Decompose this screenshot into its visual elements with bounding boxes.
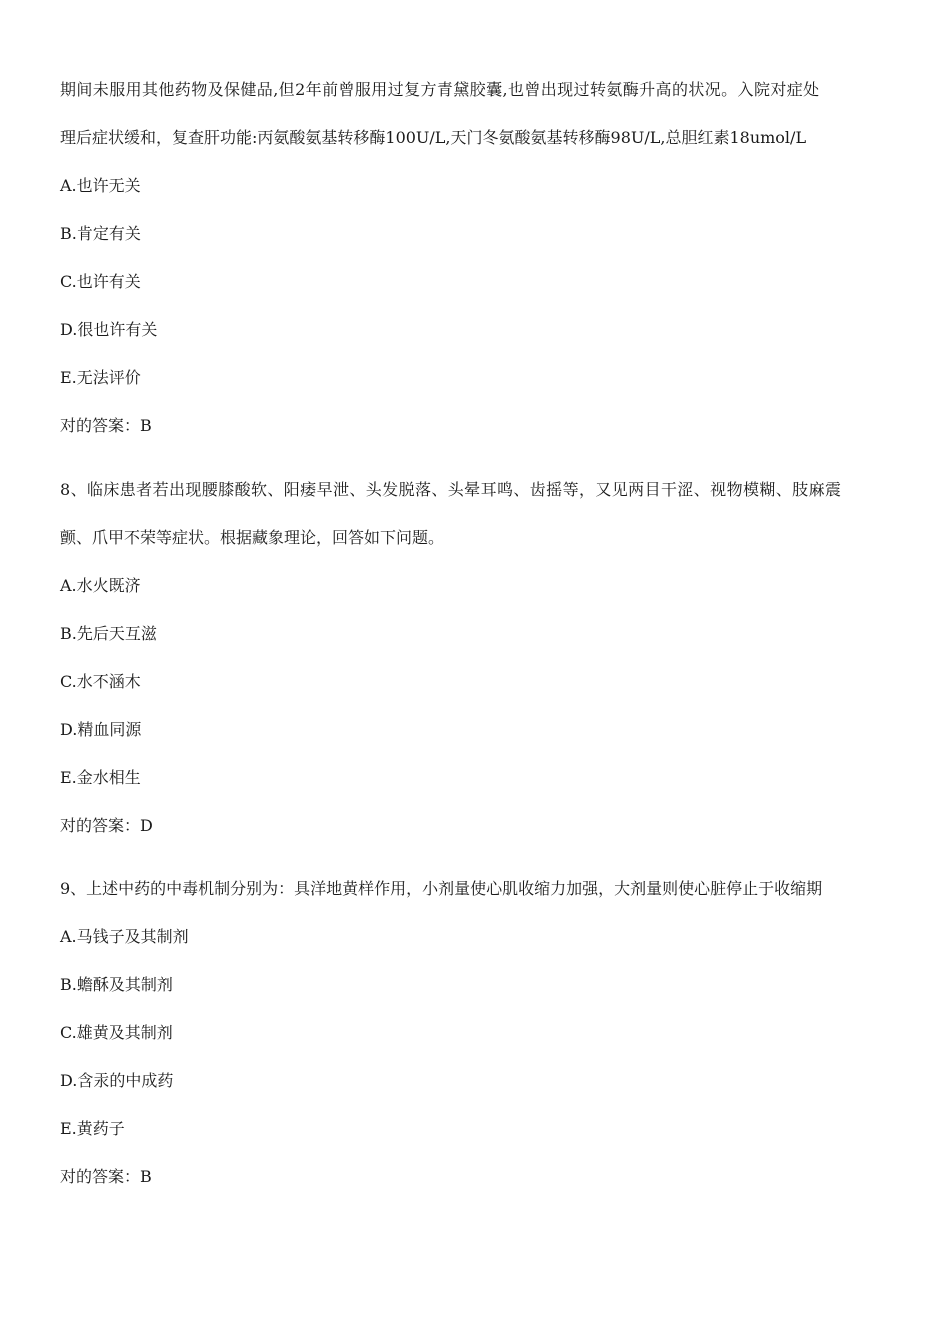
question-7-option-b: B.肯定有关 xyxy=(60,224,141,243)
question-8-option-c: C.水不涵木 xyxy=(60,672,141,691)
question-9-answer: 对的答案：B xyxy=(60,1167,152,1186)
question-8-option-b: B.先后天互滋 xyxy=(60,624,157,643)
question-8-option-d: D.精血同源 xyxy=(60,720,142,739)
question-9-option-a: A.马钱子及其制剂 xyxy=(60,927,189,946)
question-7-option-a: A.也许无关 xyxy=(60,176,141,195)
question-7-text-line-1: 期间未服用其他药物及保健品,但2年前曾服用过复方青黛胶囊,也曾出现过转氨酶升高的状况。入院对症处 xyxy=(60,80,820,99)
question-7-answer: 对的答案：B xyxy=(60,416,152,435)
question-8-answer: 对的答案：D xyxy=(60,816,153,835)
question-7-option-c: C.也许有关 xyxy=(60,272,141,291)
question-8-option-e: E.金水相生 xyxy=(60,768,141,787)
question-8-option-a: A.水火既济 xyxy=(60,576,141,595)
question-8-text-line-1: 8、临床患者若出现腰膝酸软、阳痿早泄、头发脱落、头晕耳鸣、齿摇等，又见两目干涩、视物模糊、肢麻震 xyxy=(60,480,842,499)
question-9-text-line-1: 9、上述中药的中毒机制分别为：具洋地黄样作用，小剂量使心肌收缩力加强，大剂量则使心脏停止于收缩期 xyxy=(60,879,823,898)
question-7-option-e: E.无法评价 xyxy=(60,368,141,387)
question-7-text-line-2: 理后症状缓和，复查肝功能:丙氨酸氨基转移酶100U/L,天门冬氨酸氨基转移酶98U/L,总胆红素18umol/L xyxy=(60,128,807,147)
question-9-option-c: C.雄黄及其制剂 xyxy=(60,1023,173,1042)
question-9-option-b: B.蟾酥及其制剂 xyxy=(60,975,173,994)
question-7-option-d: D.很也许有关 xyxy=(60,320,158,339)
question-9-option-e: E.黄药子 xyxy=(60,1119,125,1138)
question-9-option-d: D.含汞的中成药 xyxy=(60,1071,174,1090)
question-8-text-line-2: 颤、爪甲不荣等症状。根据藏象理论，回答如下问题。 xyxy=(60,528,445,547)
